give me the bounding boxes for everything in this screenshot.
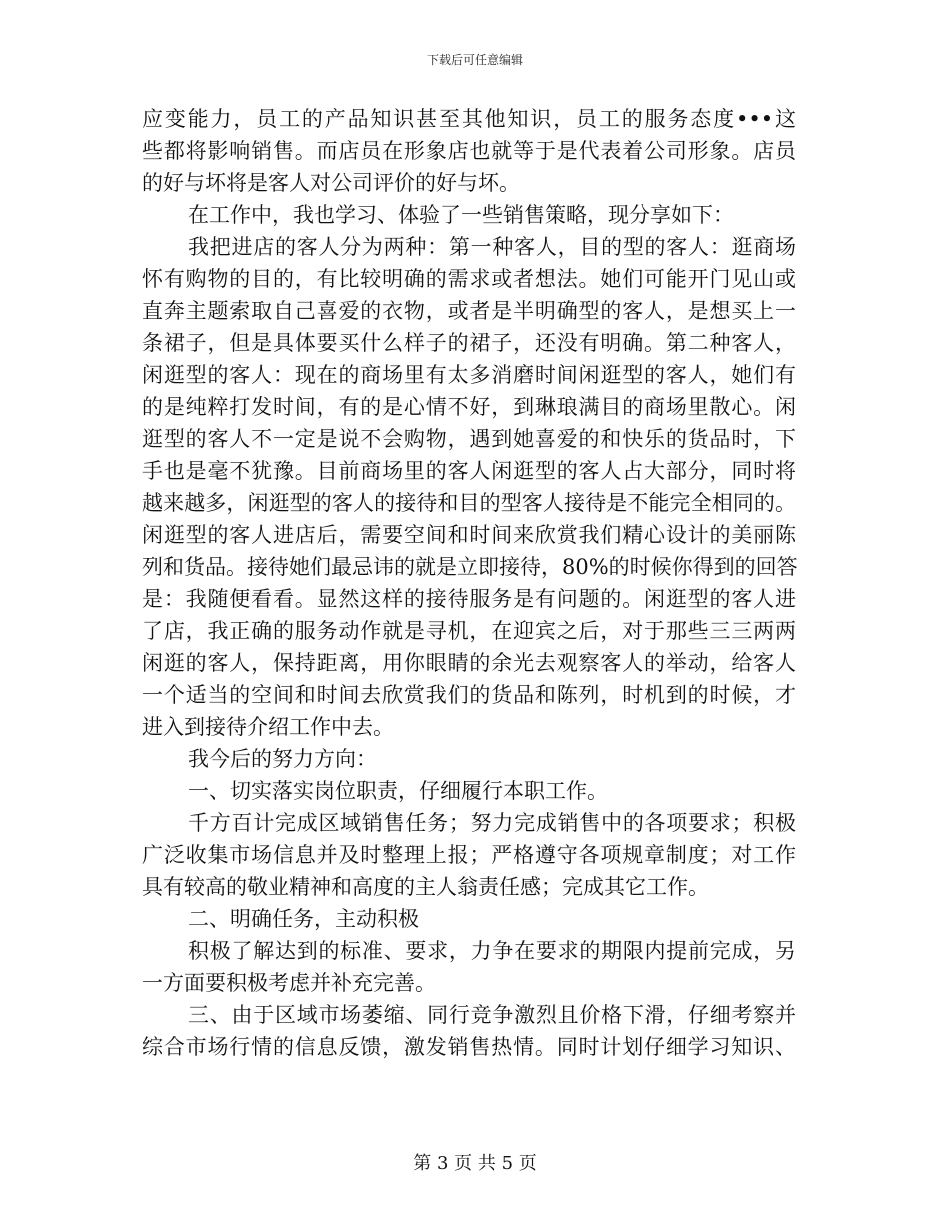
text-line: 二、明确任务，主动积极 bbox=[188, 907, 419, 931]
text-line: 一个适当的空间和时间去欣赏我们的货品和陈列，时机到的时候，才 bbox=[142, 683, 796, 707]
text-line: 具有较高的敬业精神和高度的主人翁责任感；完成其它工作。 bbox=[142, 875, 709, 899]
text-line: 是：我随便看看。显然这样的接待服务是有问题的。闲逛型的客人进 bbox=[142, 587, 796, 611]
text-line: 广泛收集市场信息并及时整理上报；严格遵守各项规章制度；对工作 bbox=[142, 843, 796, 867]
text-line: 我把进店的客人分为两种：第一种客人，目的型的客人：逛商场 bbox=[188, 235, 796, 259]
text-line: 列和货品。接待她们最忌讳的就是立即接待，80%的时候你得到的回答 bbox=[142, 555, 798, 579]
text-line: 闲逛型的客人：现在的商场里有太多消磨时间闲逛型的客人，她们有 bbox=[142, 363, 796, 387]
text-line: 千方百计完成区域销售任务；努力完成销售中的各项要求；积极 bbox=[188, 811, 796, 835]
text-line: 积极了解达到的标准、要求，力争在要求的期限内提前完成，另 bbox=[188, 939, 796, 963]
text-line: 应变能力，员工的产品知识甚至其他知识，员工的服务态度•••这 bbox=[142, 107, 796, 131]
text-line: 些都将影响销售。而店员在形象店也就等于是代表着公司形象。店员 bbox=[142, 139, 796, 163]
text-line: 三、由于区域市场萎缩、同行竞争激烈且价格下滑，仔细考察并 bbox=[188, 1003, 796, 1027]
text-line: 逛型的客人不一定是说不会购物，遇到她喜爱的和快乐的货品时，下 bbox=[142, 427, 796, 451]
text-line: 的是纯粹打发时间，有的是心情不好，到琳琅满目的商场里散心。闲 bbox=[142, 395, 796, 419]
text-line: 的好与坏将是客人对公司评价的好与坏。 bbox=[142, 171, 520, 195]
page-header: 下载后可任意编辑 bbox=[426, 53, 523, 67]
document-body bbox=[142, 103, 796, 1063]
text-line: 一方面要积极考虑并补充完善。 bbox=[142, 971, 436, 995]
text-line: 在工作中，我也学习、体验了一些销售策略，现分享如下： bbox=[188, 203, 734, 227]
text-line: 综合市场行情的信息反馈，激发销售热情。同时计划仔细学习知识、 bbox=[142, 1035, 796, 1059]
text-line: 手也是毫不犹豫。目前商场里的客人闲逛型的客人占大部分，同时将 bbox=[142, 459, 796, 483]
text-line: 闲逛的客人，保持距离，用你眼睛的余光去观察客人的举动，给客人 bbox=[142, 651, 796, 675]
text-line: 闲逛型的客人进店后，需要空间和时间来欣赏我们精心设计的美丽陈 bbox=[142, 523, 796, 547]
text-line: 直奔主题索取自己喜爱的衣物，或者是半明确型的客人，是想买上一 bbox=[142, 299, 796, 323]
text-line: 怀有购物的目的，有比较明确的需求或者想法。她们可能开门见山或 bbox=[142, 267, 796, 291]
text-line: 越来越多，闲逛型的客人的接待和目的型客人接待是不能完全相同的。 bbox=[142, 491, 796, 515]
text-line: 进入到接待介绍工作中去。 bbox=[142, 715, 394, 739]
text-line: 我今后的努力方向： bbox=[188, 747, 377, 771]
text-line: 条裙子，但是具体要买什么样子的裙子，还没有明确。第二种客人， bbox=[142, 331, 796, 355]
text-line: 了店，我正确的服务动作就是寻机，在迎宾之后，对于那些三三两两 bbox=[142, 619, 796, 643]
text-line: 一、切实落实岗位职责，仔细履行本职工作。 bbox=[188, 779, 608, 803]
page-number-footer: 第 3 页 共 5 页 bbox=[413, 1153, 537, 1174]
